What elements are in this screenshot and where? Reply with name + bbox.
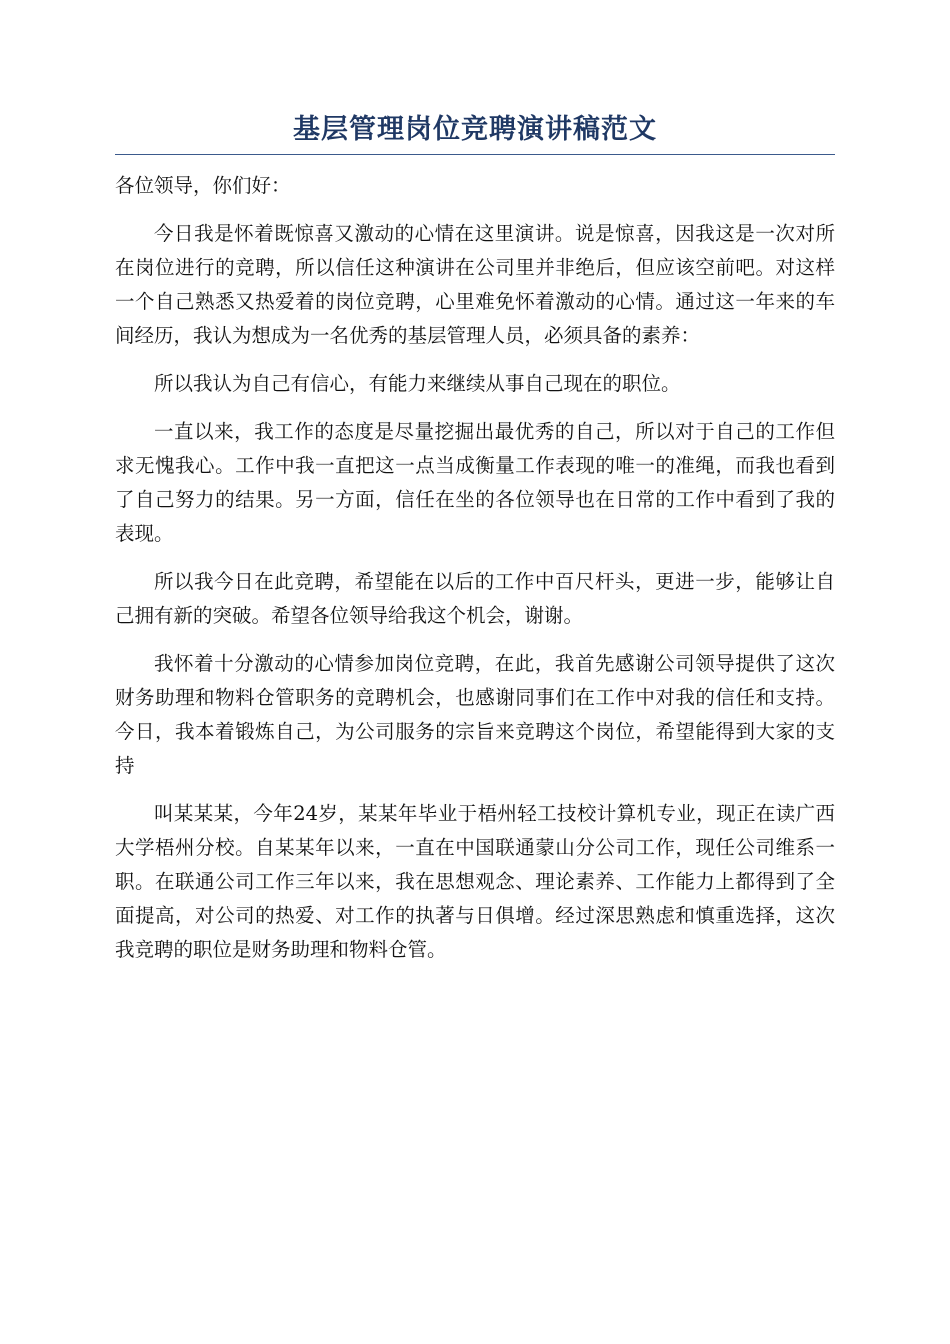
document-page (115, 108, 835, 981)
document-title: 基层管理岗位竞聘演讲稿范文 (293, 114, 657, 145)
paragraph-6: 叫某某某，今年24岁，某某年毕业于梧州轻工技校计算机专业，现正在读广西大学梧州分校。自某某年以来，一直在中国联通蒙山分公司工作，现任公司维系一职。在联通公司工作三年以来，我在思想观念、理论素养、工作能力上都得到了全面提高，对公司的热爱、对工作的执著与日俱增。经过深思熟虑和慎重选择，这次我竞聘的职位是财务助理和物料仓管。 (115, 802, 835, 961)
paragraph-4: 所以我今日在此竞聘，希望能在以后的工作中百尺杆头，更进一步，能够让自己拥有新的突破。希望各位领导给我这个机会，谢谢。 (115, 570, 835, 627)
paragraph-1: 今日我是怀着既惊喜又激动的心情在这里演讲。说是惊喜，因我这是一次对所在岗位进行的竞聘，所以信任这种演讲在公司里并非绝后，但应该空前吧。对这样一个自己熟悉又热爱着的岗位竞聘，心里难免怀着激动的心情。通过这一年来的车间经历，我认为想成为一名优秀的基层管理人员，必须具备的素养： (115, 222, 835, 347)
paragraph-2: 所以我认为自己有信心，有能力来继续从事自己现在的职位。 (154, 372, 681, 395)
paragraph-3: 一直以来，我工作的态度是尽量挖掘出最优秀的自己，所以对于自己的工作但求无愧我心。工作中我一直把这一点当成衡量工作表现的唯一的准绳，而我也看到了自己努力的结果。另一方面，信任在坐的各位领导也在日常的工作中看到了我的表现。 (115, 420, 835, 545)
title-underline (115, 154, 835, 155)
paragraph-5: 我怀着十分激动的心情参加岗位竞聘，在此，我首先感谢公司领导提供了这次财务助理和物料仓管职务的竞聘机会，也感谢同事们在工作中对我的信任和支持。今日，我本着锻炼自己，为公司服务的宗旨来竞聘这个岗位，希望能得到大家的支持 (115, 652, 835, 777)
greeting: 各位领导，你们好： (115, 174, 291, 197)
